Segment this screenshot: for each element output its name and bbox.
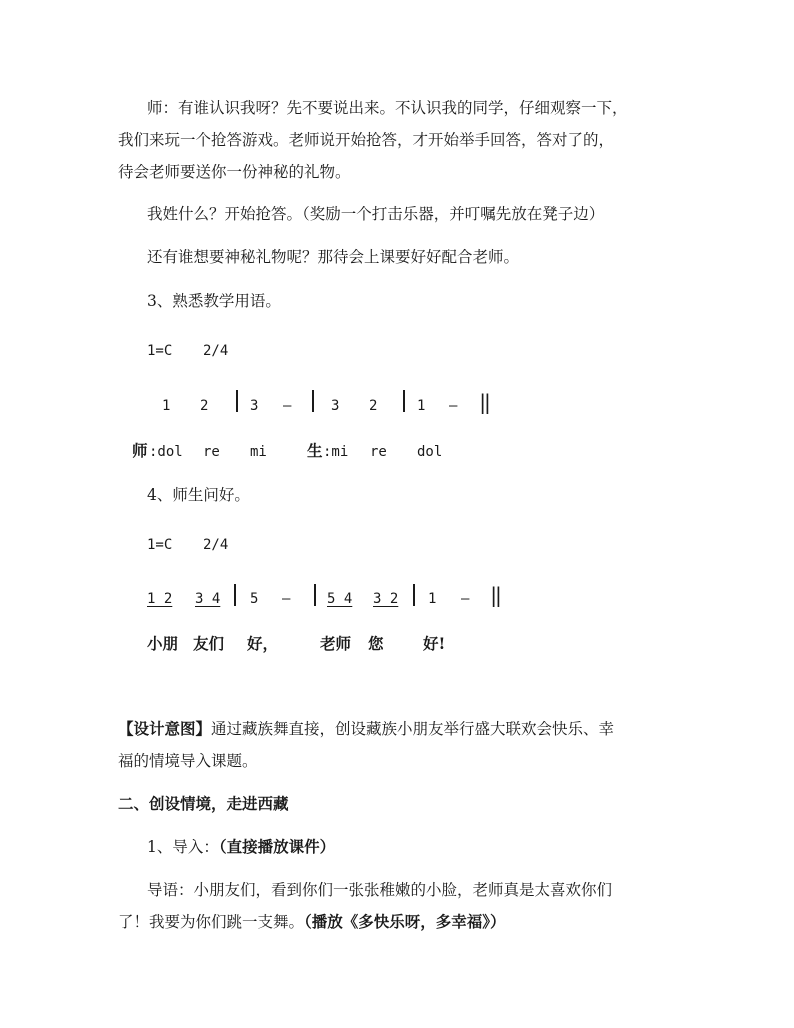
heading-teaching-phrases: 3、熟悉教学用语。 (147, 292, 281, 310)
score-2-note: – (461, 591, 470, 607)
score-2-lyric: 您 (368, 634, 384, 653)
lead-line-2-note: （播放《多快乐呀，多幸福》） (304, 912, 506, 931)
paragraph-guess: 我姓什么？开始抢答。（奖励一个打击乐器，并叮嘱先放在凳子边） (147, 205, 605, 223)
design-intent-line-2: 福的情境导入课题。 (118, 752, 258, 770)
score-2-note-pair: 3 2 (373, 591, 399, 607)
score-2-note: 1 (428, 591, 437, 607)
design-intent-line-1 (118, 718, 614, 740)
score-1-note: 2 (369, 398, 378, 414)
score-2-barline (413, 584, 415, 606)
paragraph-intro-line-3: 待会老师要送你一份神秘的礼物。 (118, 163, 351, 181)
item-intro (147, 836, 335, 858)
score-1-note: 3 (331, 398, 340, 414)
score-1-student-syllable: :mi (323, 444, 349, 460)
lead-line-2 (118, 911, 506, 933)
design-intent-text: 通过藏族舞直接，创设藏族小朋友举行盛大联欢会快乐、幸 (211, 720, 615, 738)
score-1-time: 2/4 (203, 343, 229, 359)
item-intro-note: （直接播放课件） (218, 837, 336, 856)
score-1-note: 2 (200, 398, 209, 414)
score-2-lyric: 好， (247, 634, 279, 653)
lead-line-1: 导语：小朋友们，看到你们一张张稚嫩的小脸，老师真是太喜欢你们 (147, 881, 613, 899)
score-2-time: 2/4 (203, 537, 229, 553)
lead-line-2-text: 了！我要为你们跳一支舞。 (118, 913, 305, 931)
score-2-lyric: 小朋 (147, 634, 179, 653)
score-1-note: 1 (162, 398, 171, 414)
score-1-barline (236, 390, 238, 412)
score-2-note-pair: 1 2 (147, 591, 173, 607)
score-1-note: 1 (417, 398, 426, 414)
paragraph-mystery-gift: 还有谁想要神秘礼物呢？那待会上课要好好配合老师。 (147, 248, 520, 266)
heading-greeting: 4、师生问好。 (147, 486, 250, 504)
paragraph-intro-line-1: 师：有谁认识我呀？先不要说出来。不认识我的同学，仔细观察一下， (147, 99, 628, 117)
item-intro-prefix: 1、导入： (147, 838, 219, 856)
design-intent-bracket: 【设计意图】 (118, 719, 212, 738)
score-2-lyric: 好! (423, 634, 446, 653)
score-2-barline (314, 584, 316, 606)
score-1-barline (312, 390, 314, 412)
score-1-final-barline: ‖ (479, 390, 492, 414)
score-2-note-pair: 3 4 (195, 591, 221, 607)
score-1-student-syllable: dol (417, 444, 443, 460)
score-1-key: 1=C (147, 343, 173, 359)
score-2-note: – (282, 591, 291, 607)
score-2-key: 1=C (147, 537, 173, 553)
score-1-student-syllable: re (370, 444, 387, 460)
score-2-barline (234, 584, 236, 606)
score-2-note: 5 (250, 591, 259, 607)
score-1-barline (403, 390, 405, 412)
section-title: 二、创设情境，走进西藏 (118, 794, 289, 813)
score-1-note: 3 (250, 398, 259, 414)
score-1-teacher-syllable: re (203, 444, 220, 460)
score-1-teacher-syllable: :dol (149, 444, 183, 460)
paragraph-intro-line-2: 我们来玩一个抢答游戏。老师说开始抢答，才开始举手回答，答对了的， (118, 131, 615, 149)
score-1-note: – (283, 398, 292, 414)
score-2-lyric: 老师 (320, 634, 352, 653)
score-1-student-label: 生 (307, 441, 323, 460)
score-1-note: – (449, 398, 458, 414)
score-2-note-pair: 5 4 (327, 591, 353, 607)
score-2-lyric: 友们 (193, 634, 225, 653)
score-1-teacher-syllable: mi (250, 444, 267, 460)
score-1-teacher-label: 师 (132, 441, 148, 460)
score-2-final-barline: ‖ (490, 583, 503, 607)
